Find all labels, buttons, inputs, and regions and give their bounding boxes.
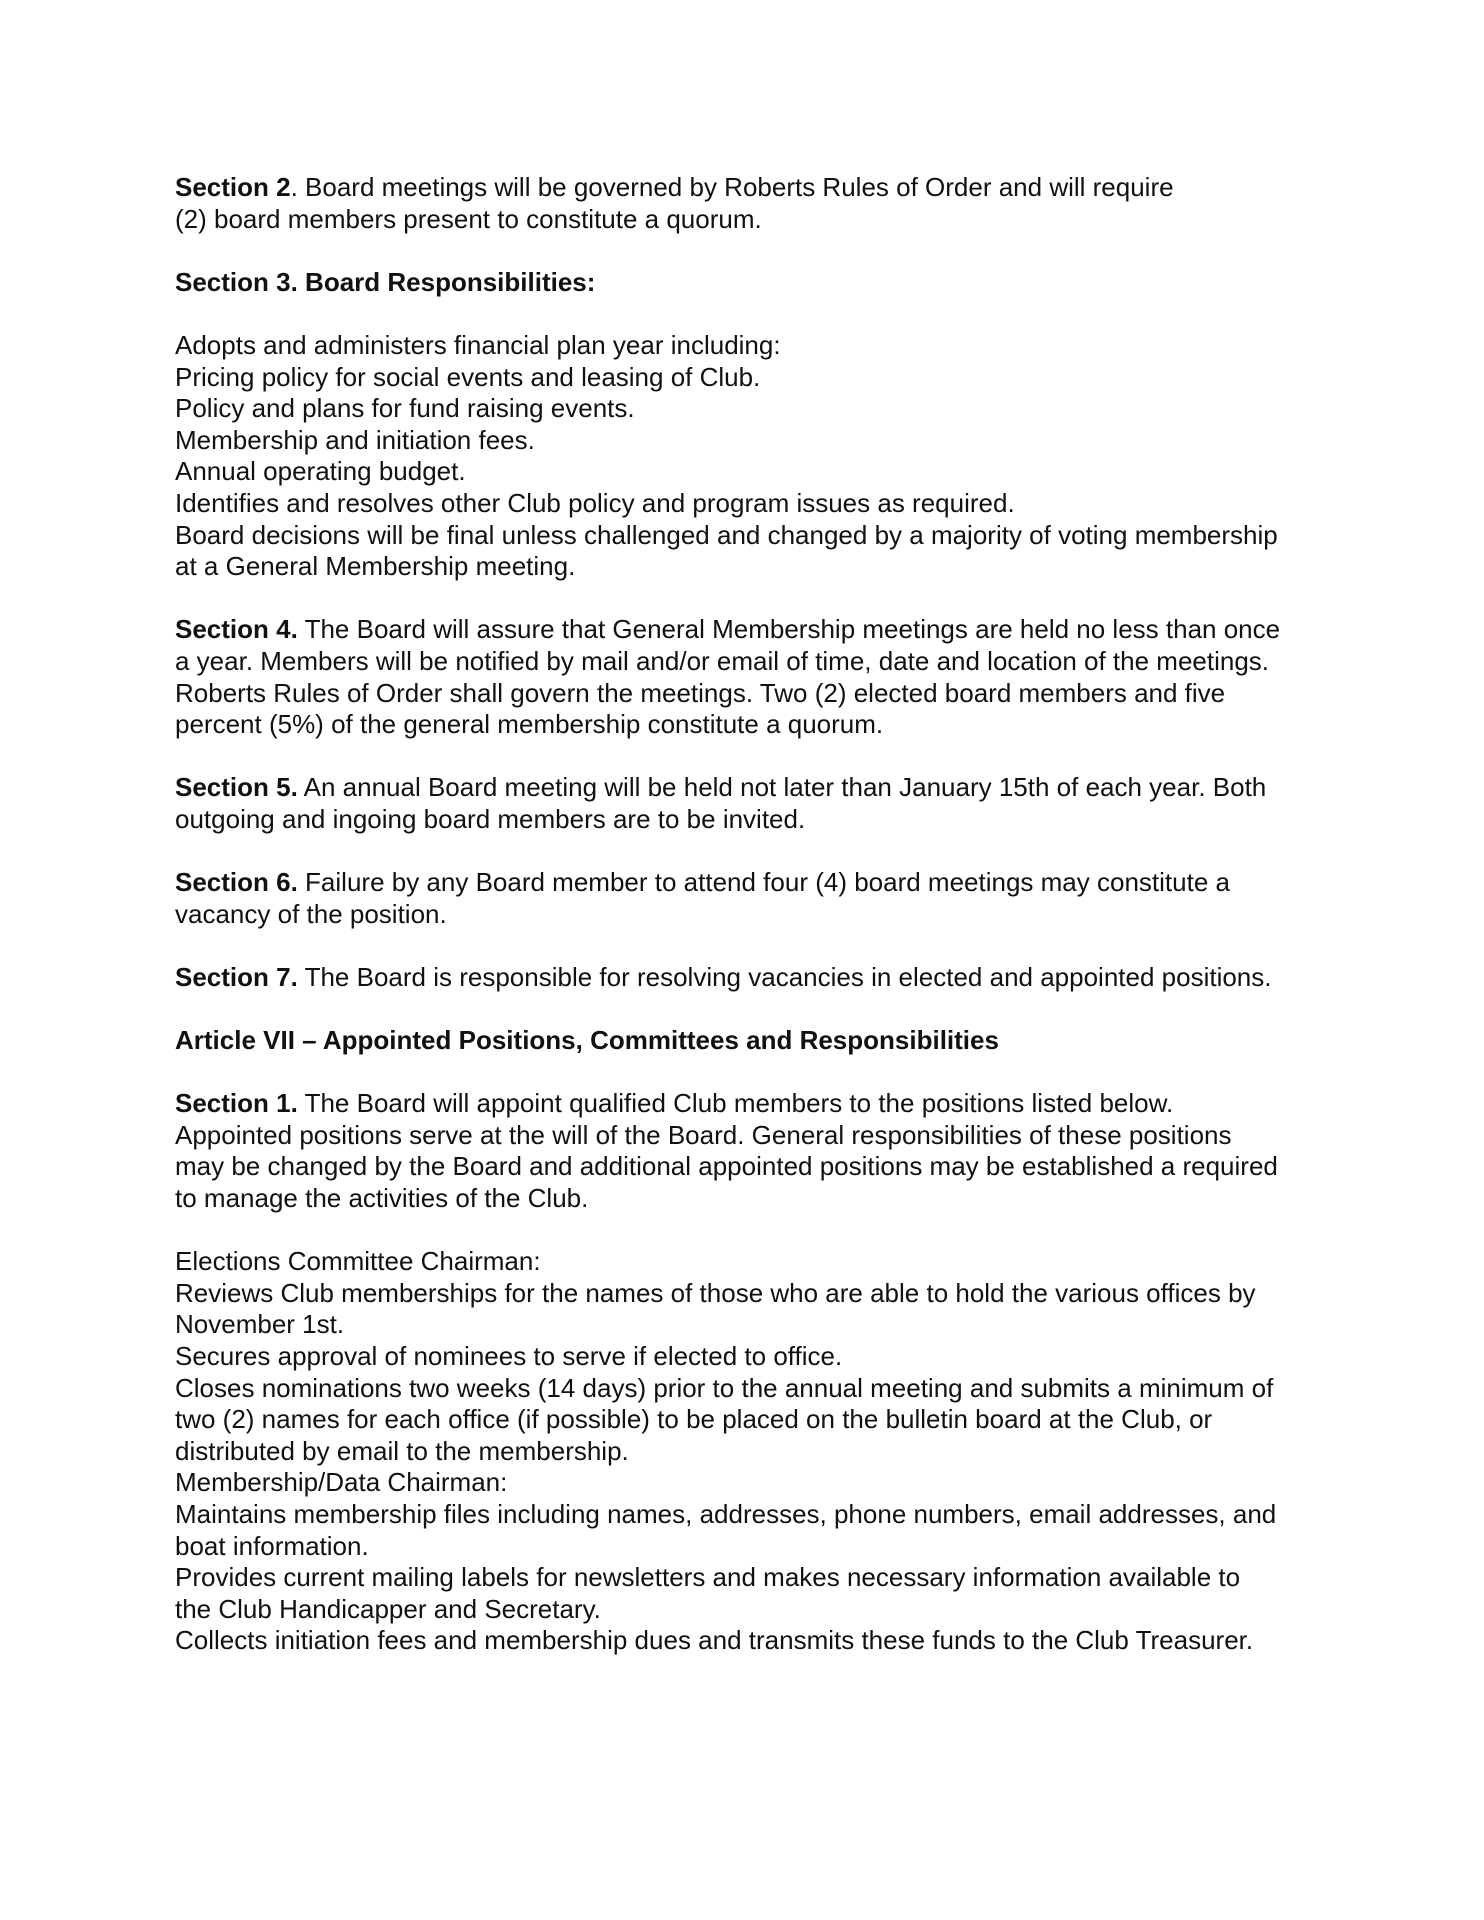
position-line: Elections Committee Chairman: <box>175 1246 541 1277</box>
paragraph-gap <box>175 835 1325 867</box>
section-5-label: Section 5. <box>175 772 298 803</box>
paragraph-gap <box>175 741 1325 773</box>
section-2-text: . Board meetings will be governed by Roberts Rules of Order and will require <box>290 172 1174 202</box>
section-7 <box>175 962 1325 994</box>
article-7-section-1 <box>175 1088 1325 1214</box>
responsibility-line: Policy and plans for fund raising events. <box>175 393 635 424</box>
position-line: two (2) names for each office (if possible) to be placed on the bulletin board at the Club, or <box>175 1404 1213 1435</box>
section-2-line-1 <box>175 172 1325 204</box>
section-4-line: Roberts Rules of Order shall govern the meetings. Two (2) elected board members and five <box>175 677 1226 708</box>
section-4-line: a year. Members will be notified by mail and/or email of time, date and location of the meetings. <box>175 645 1270 676</box>
section-4-line: percent (5%) of the general membership constitute a quorum. <box>175 709 884 740</box>
paragraph-gap <box>175 1215 1325 1247</box>
paragraph-gap <box>175 298 1325 330</box>
paragraph-gap <box>175 583 1325 615</box>
position-line: Provides current mailing labels for newsletters and makes necessary information available to <box>175 1562 1241 1593</box>
article-7-section-1-text: The Board will appoint qualified Club members to the positions listed below. <box>297 1088 1174 1119</box>
position-line: November 1st. <box>175 1309 345 1340</box>
section-7-text: The Board is responsible for resolving vacancies in elected and appointed positions. <box>297 961 1272 992</box>
responsibility-line: Annual operating budget. <box>175 456 466 487</box>
paragraph-gap <box>175 930 1325 962</box>
section-3-heading <box>175 267 1325 299</box>
paragraph-gap <box>175 993 1325 1025</box>
section-6 <box>175 867 1325 930</box>
responsibility-line: Board decisions will be final unless challenged and changed by a majority of voting membership <box>175 519 1278 550</box>
article-7-section-1-label: Section 1. <box>175 1088 298 1119</box>
position-line: the Club Handicapper and Secretary. <box>175 1593 601 1624</box>
position-line: Reviews Club memberships for the names of those who are able to hold the various offices by <box>175 1277 1256 1308</box>
position-line: distributed by email to the membership. <box>175 1435 629 1466</box>
section-4 <box>175 614 1325 740</box>
section-3-responsibilities <box>175 330 1325 583</box>
section-5 <box>175 772 1325 835</box>
responsibility-line: Pricing policy for social events and leasing of Club. <box>175 361 761 392</box>
section-5-line-2: outgoing and ingoing board members are to be invited. <box>175 803 806 834</box>
section-3-title: Section 3. Board Responsibilities: <box>175 266 596 297</box>
position-line: Closes nominations two weeks (14 days) prior to the annual meeting and submits a minimum of <box>175 1372 1274 1403</box>
section-7-line-1 <box>175 962 1325 994</box>
article-7-section-1-line: to manage the activities of the Club. <box>175 1183 589 1213</box>
section-5-text: An annual Board meeting will be held not later than January 15th of each year. Both <box>297 772 1267 803</box>
position-line: Collects initiation fees and membership dues and transmits these funds to the Club Treasurer. <box>175 1625 1254 1656</box>
responsibility-line: Membership and initiation fees. <box>175 424 535 455</box>
paragraph-gap <box>175 235 1325 267</box>
article-7-title: Article VII – Appointed Positions, Committees and Responsibilities <box>175 1025 999 1056</box>
responsibility-line: Identifies and resolves other Club policy and program issues as required. <box>175 487 1015 518</box>
section-2-line-2: (2) board members present to constitute a quorum. <box>175 203 762 234</box>
article-7-section-1-line-1 <box>175 1088 1325 1120</box>
position-line: Secures approval of nominees to serve if elected to office. <box>175 1340 843 1371</box>
position-line: Maintains membership files including names, addresses, phone numbers, email addresses, and <box>175 1498 1277 1529</box>
section-6-text: Failure by any Board member to attend four (4) board meetings may constitute a <box>297 867 1230 898</box>
article-7-section-1-line: Appointed positions serve at the will of the Board. General responsibilities of these positions <box>175 1119 1232 1150</box>
paragraph-gap <box>175 1057 1325 1089</box>
section-4-label: Section 4. <box>175 614 298 645</box>
responsibility-line: Adopts and administers financial plan year including: <box>175 329 781 360</box>
document-page <box>175 172 1325 1657</box>
section-7-label: Section 7. <box>175 961 298 992</box>
section-6-label: Section 6. <box>175 867 298 898</box>
article-7-section-1-line: may be changed by the Board and additional appointed positions may be established a required <box>175 1151 1278 1182</box>
section-2 <box>175 172 1325 235</box>
appointed-positions <box>175 1246 1325 1657</box>
section-6-line-1 <box>175 867 1325 899</box>
section-5-line-1 <box>175 772 1325 804</box>
article-7-heading <box>175 1025 1325 1057</box>
position-line: boat information. <box>175 1530 369 1561</box>
section-6-line-2: vacancy of the position. <box>175 898 447 929</box>
section-4-text: The Board will assure that General Membership meetings are held no less than once <box>297 614 1281 645</box>
section-4-line-1 <box>175 614 1325 646</box>
responsibility-line: at a General Membership meeting. <box>175 551 576 582</box>
section-2-label: Section 2 <box>175 172 291 202</box>
position-line: Membership/Data Chairman: <box>175 1467 508 1498</box>
